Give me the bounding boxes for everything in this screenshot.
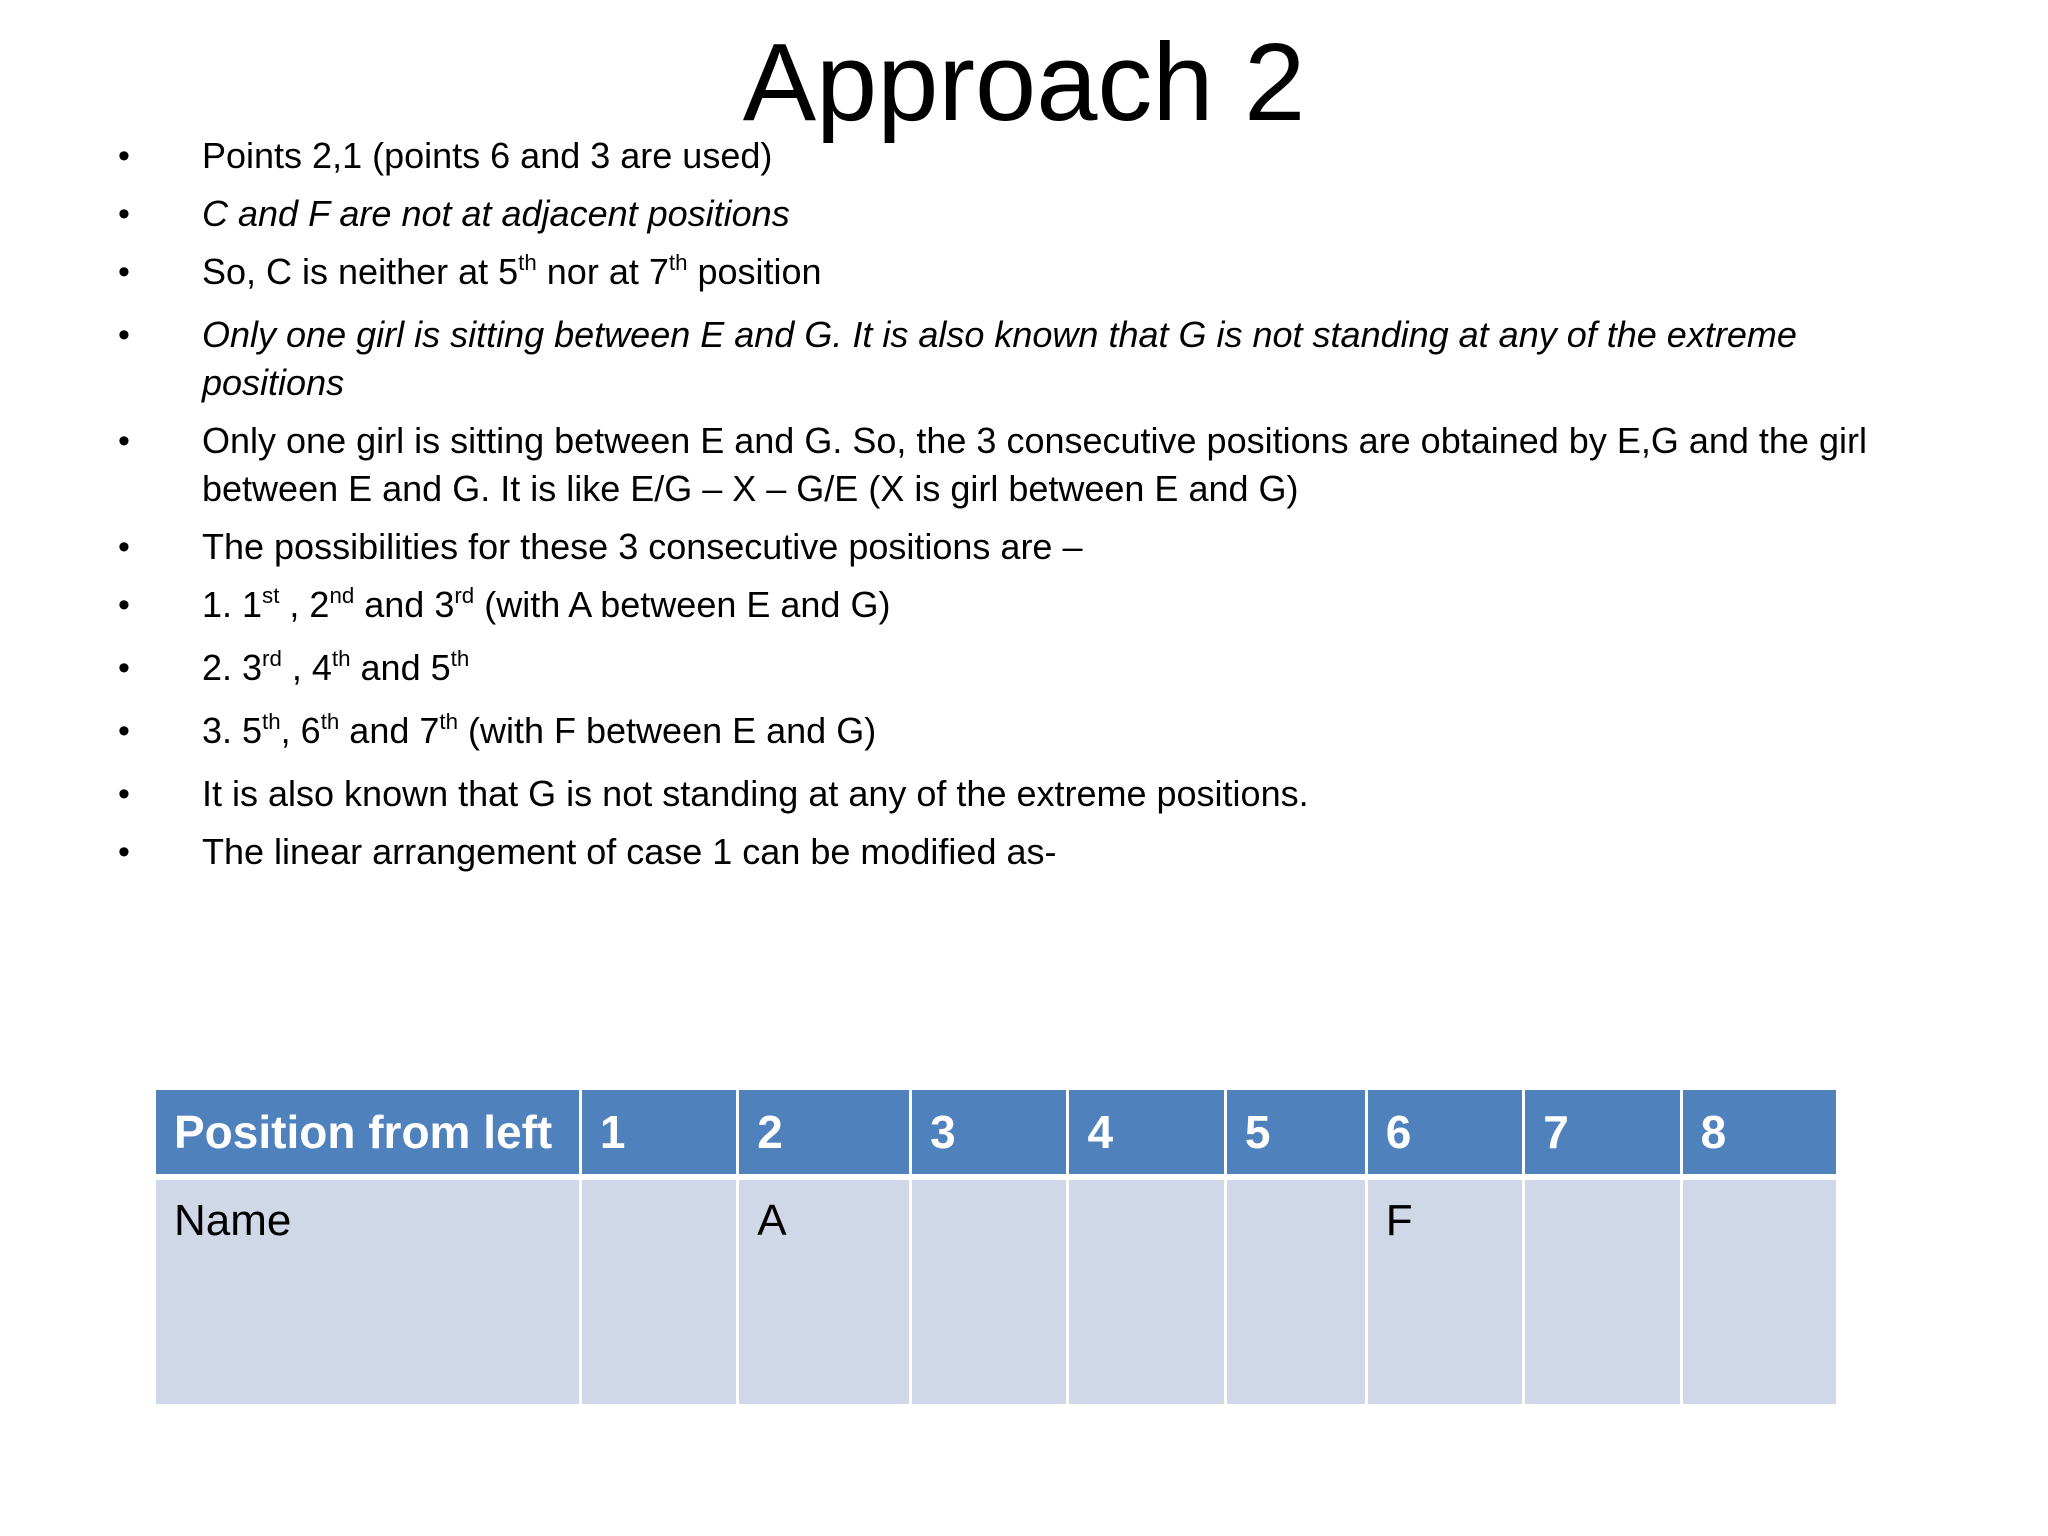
slide-title: Approach 2 xyxy=(742,21,1306,144)
bullet-dot-icon: • xyxy=(118,586,130,624)
bullet-text xyxy=(202,770,1948,818)
bullet-item xyxy=(118,581,1948,634)
ordinal-suffix: th xyxy=(668,250,688,276)
bullet-text xyxy=(202,248,1948,301)
ordinal-suffix: nd xyxy=(329,583,355,609)
bullet-item xyxy=(118,248,1948,301)
header-cell-position-7: 7 xyxy=(1524,1089,1681,1178)
text-run: nor at 7 xyxy=(536,251,669,292)
name-cell-position-5 xyxy=(1225,1177,1366,1406)
bullet-dot-icon: • xyxy=(118,316,130,354)
header-cell-label: Position from left xyxy=(155,1089,581,1178)
bullet-text xyxy=(202,828,1948,876)
text-run: , 2 xyxy=(279,584,330,625)
ordinal-suffix: th xyxy=(331,646,351,672)
table-header-row xyxy=(155,1089,1838,1178)
ordinal-suffix: th xyxy=(518,250,537,276)
text-run: 3. 5 xyxy=(202,710,263,751)
name-cell-position-7 xyxy=(1524,1177,1681,1406)
ordinal-suffix: th xyxy=(439,709,458,735)
text-run: (with A between E and G) xyxy=(474,584,891,625)
text-run: and 7 xyxy=(339,710,440,751)
text-run: (with F between E and G) xyxy=(458,710,877,751)
text-run: 2. 3 xyxy=(202,647,263,688)
header-cell-position-3: 3 xyxy=(911,1089,1068,1178)
bullet-dot-icon: • xyxy=(118,712,130,750)
row-label-cell: Name xyxy=(155,1177,581,1406)
bullet-text xyxy=(202,417,1948,513)
text-run: C and F are not at adjacent positions xyxy=(202,193,790,234)
bullet-text xyxy=(202,132,1948,180)
header-cell-position-8: 8 xyxy=(1681,1089,1837,1178)
arrangement-table xyxy=(153,1087,1839,1407)
header-cell-position-5: 5 xyxy=(1225,1089,1366,1178)
text-run: 1. 1 xyxy=(202,584,263,625)
name-cell-position-2: A xyxy=(738,1177,911,1406)
ordinal-suffix: rd xyxy=(262,646,282,672)
bullet-dot-icon: • xyxy=(118,833,130,871)
table-row xyxy=(155,1177,1838,1406)
bullet-dot-icon: • xyxy=(118,775,130,813)
name-cell-position-6: F xyxy=(1366,1177,1523,1406)
bullet-item xyxy=(118,707,1948,760)
header-cell-position-1: 1 xyxy=(580,1089,737,1178)
bullet-item xyxy=(118,132,1948,180)
bullet-text xyxy=(202,581,1948,634)
bullet-text xyxy=(202,523,1948,571)
bullet-dot-icon: • xyxy=(118,422,130,460)
bullet-item xyxy=(118,828,1948,876)
text-run: So, C is neither at 5 xyxy=(202,251,519,292)
header-cell-position-6: 6 xyxy=(1366,1089,1523,1178)
text-run: position xyxy=(687,251,822,292)
ordinal-suffix: st xyxy=(262,583,280,609)
text-run: The possibilities for these 3 consecutive positions are – xyxy=(202,526,1083,567)
text-run: and 5 xyxy=(350,647,451,688)
bullet-text xyxy=(202,311,1948,407)
bullet-text xyxy=(202,707,1948,760)
ordinal-suffix: th xyxy=(320,709,340,735)
name-cell-position-3 xyxy=(911,1177,1068,1406)
ordinal-suffix: th xyxy=(450,646,470,672)
bullet-dot-icon: • xyxy=(118,137,130,175)
bullet-dot-icon: • xyxy=(118,253,130,291)
name-cell-position-4 xyxy=(1068,1177,1225,1406)
header-cell-position-4: 4 xyxy=(1068,1089,1225,1178)
header-cell-position-2: 2 xyxy=(738,1089,911,1178)
text-run: , 4 xyxy=(281,647,332,688)
bullet-item xyxy=(118,644,1948,697)
bullet-item xyxy=(118,417,1948,513)
name-cell-position-8 xyxy=(1681,1177,1837,1406)
bullet-item xyxy=(118,190,1948,238)
bullet-text xyxy=(202,190,1948,238)
bullet-text xyxy=(202,644,1948,697)
bullet-dot-icon: • xyxy=(118,649,130,687)
bullet-item xyxy=(118,523,1948,571)
text-run: It is also known that G is not standing at any of the extreme positions. xyxy=(202,773,1309,814)
text-run: Points 2,1 (points 6 and 3 are used) xyxy=(202,135,773,176)
text-run: Only one girl is sitting between E and G. So, the 3 consecutive positions are obtained by E,G and the girl between E and G. It is like E/G – X – G/E (X is girl between E and G) xyxy=(202,420,1867,509)
text-run: Only one girl is sitting between E and G. It is also known that G is not standing at any of the extreme positions xyxy=(202,314,1797,403)
bullet-item xyxy=(118,770,1948,818)
text-run: , 6 xyxy=(280,710,321,751)
bullet-dot-icon: • xyxy=(118,195,130,233)
ordinal-suffix: th xyxy=(262,709,281,735)
text-run: and 3 xyxy=(354,584,455,625)
name-cell-position-1 xyxy=(580,1177,737,1406)
ordinal-suffix: rd xyxy=(454,583,475,609)
bullet-list xyxy=(118,132,1948,886)
bullet-dot-icon: • xyxy=(118,528,130,566)
bullet-item xyxy=(118,311,1948,407)
text-run: The linear arrangement of case 1 can be modified as- xyxy=(202,831,1057,872)
